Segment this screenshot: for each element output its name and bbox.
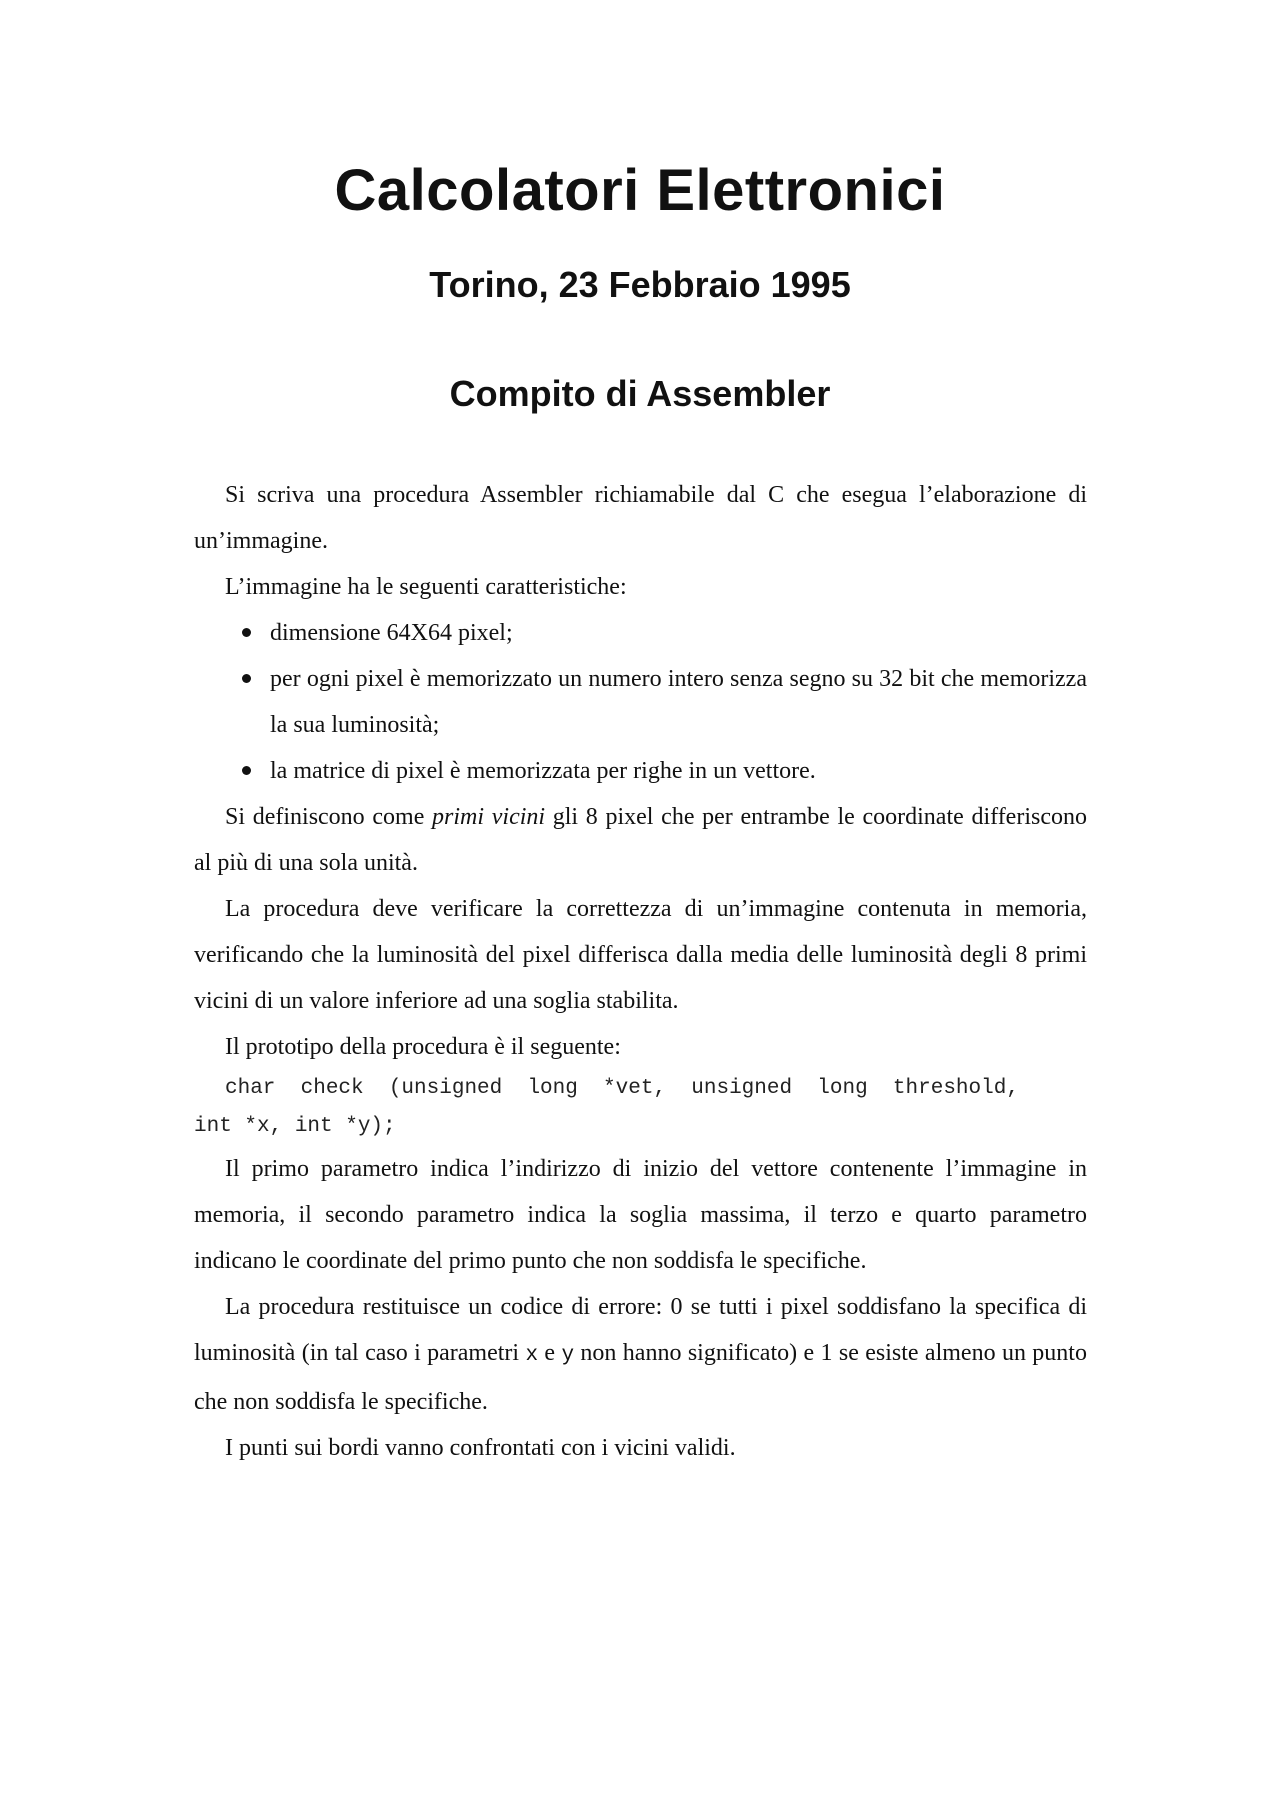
- list-item: dimensione 64X64 pixel;: [270, 610, 1087, 656]
- paragraph-return-code: [194, 1284, 1087, 1425]
- document-body: [194, 472, 1087, 1471]
- code-y: y: [561, 1344, 575, 1367]
- list-item: per ogni pixel è memorizzato un numero intero senza segno su 32 bit che memorizza la sua luminosità;: [270, 656, 1087, 748]
- text-run: e: [538, 1340, 562, 1366]
- characteristics-list: [194, 610, 1087, 794]
- paragraph-parameters: Il primo parametro indica l’indirizzo di inizio del vettore contenente l’immagine in memoria, il secondo parametro indica la soglia massima, il terzo e quarto parametro indicano le coordinate del primo punto che non soddisfa le specifiche.: [194, 1156, 1087, 1274]
- code-line: char check (unsigned long *vet, unsigned long threshold,: [225, 1077, 1019, 1100]
- paragraph-prototype: Il prototipo della procedura è il seguente:: [225, 1034, 621, 1060]
- text-run: gli 8 pixel che per entrambe le coordinate differiscono al più di una sola unità.: [194, 804, 1087, 876]
- list-item: la matrice di pixel è memorizzata per righe in un vettore.: [270, 748, 1087, 794]
- text-run: La procedura restituisce un codice di errore: 0 se tutti i pixel soddisfano la specifica di luminosità (in tal caso i parametri: [194, 1294, 1087, 1366]
- code-x: x: [525, 1344, 539, 1367]
- paragraph-intro: Si scriva una procedura Assembler richiamabile dal C che esegua l’elaborazione di un’immagine.: [194, 482, 1087, 554]
- paragraph-characteristics: L’immagine ha le seguenti caratteristiche:: [225, 574, 627, 600]
- paragraph-neighbors: [194, 794, 1087, 886]
- section-title: Compito di Assembler: [449, 373, 831, 414]
- code-line: int *x, int *y);: [194, 1115, 396, 1138]
- paragraph-verification: La procedura deve verificare la correttezza di un’immagine contenuta in memoria, verificando che la luminosità del pixel differisca dalla media delle luminosità degli 8 primi vicini di un valore inferiore ad una soglia stabilita.: [194, 896, 1087, 1014]
- text-run: non hanno significato) e 1 se esiste almeno un punto che non soddisfa le specifiche.: [194, 1340, 1087, 1415]
- text-run: Si definiscono come: [225, 804, 433, 830]
- document-date: Torino, 23 Febbraio 1995: [429, 264, 851, 305]
- term-primi-vicini: primi vicini: [432, 804, 546, 830]
- code-prototype: [194, 1070, 1087, 1146]
- document-title: Calcolatori Elettronici: [334, 158, 946, 223]
- paragraph-borders: I punti sui bordi vanno confrontati con i vicini validi.: [225, 1435, 736, 1461]
